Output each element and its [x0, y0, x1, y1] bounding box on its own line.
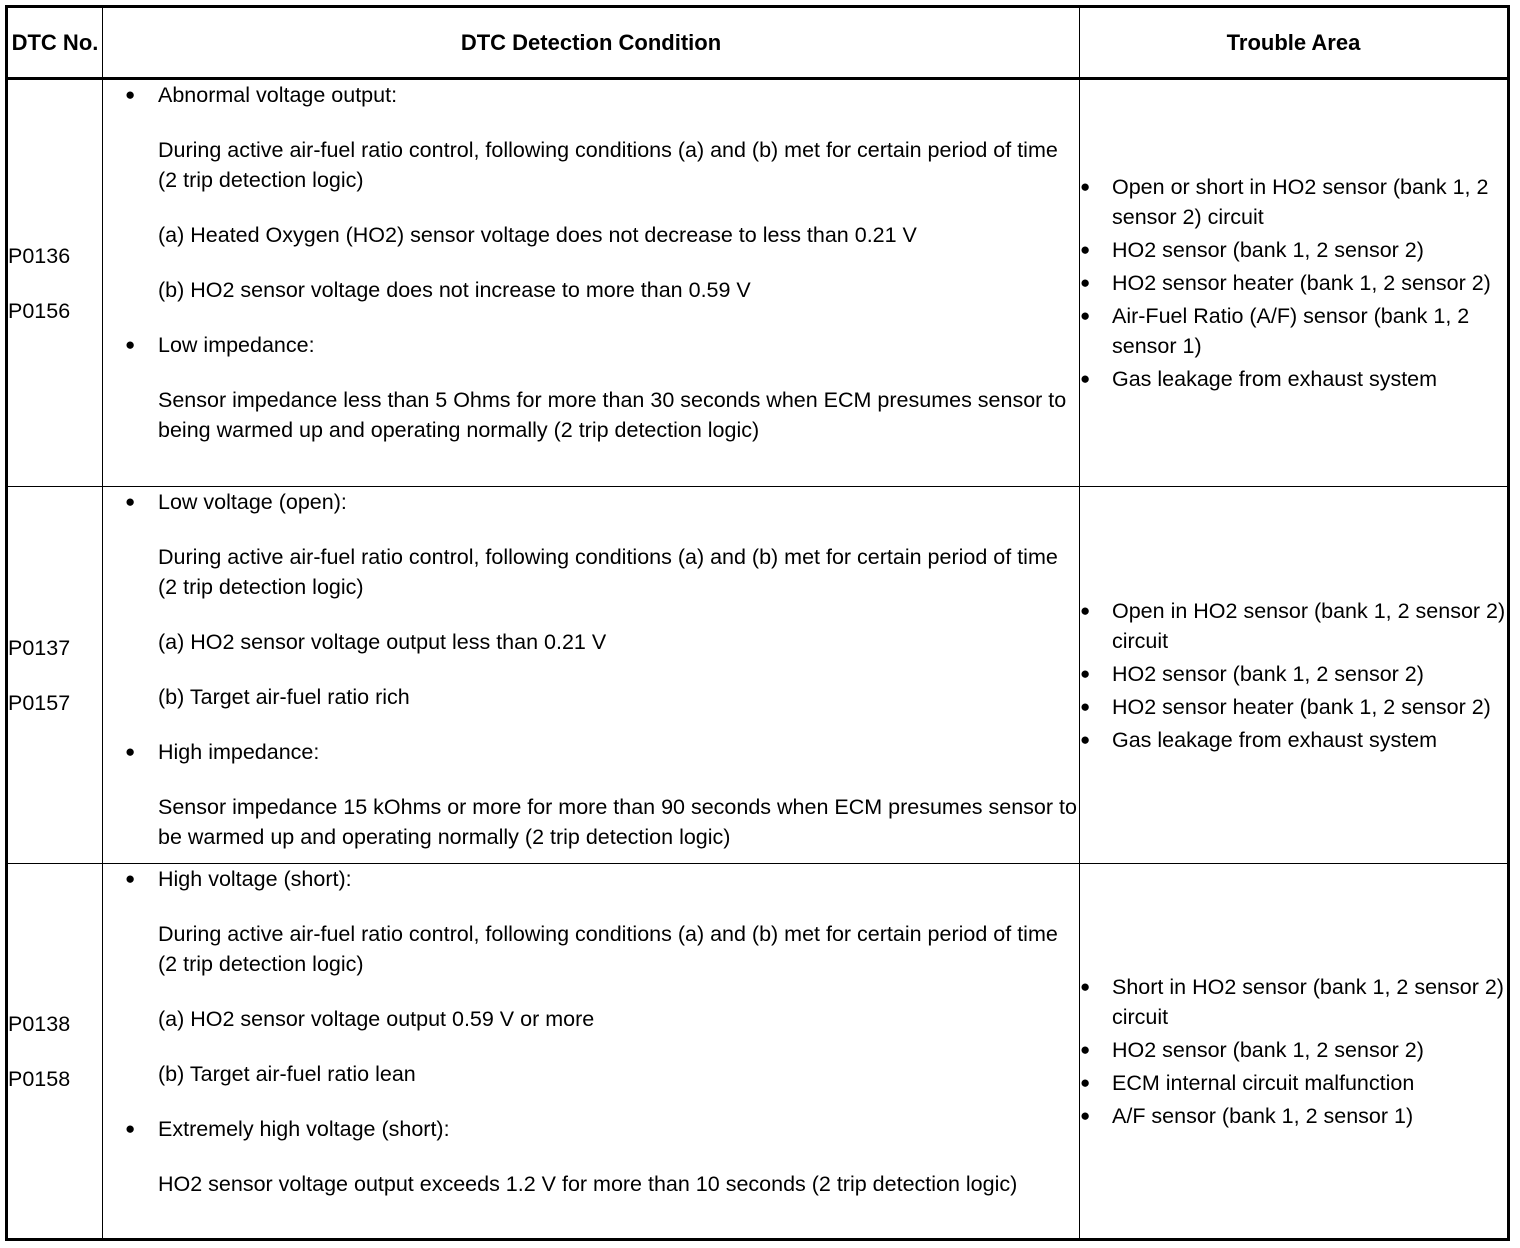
condition-text: Sensor impedance 15 kOhms or more for more than 90 seconds when ECM presumes sensor to be warmed up and operating normally (2 trip detection logic) — [158, 795, 1077, 849]
dtc-code: P0157 — [8, 690, 71, 715]
condition-text: (b) Target air-fuel ratio lean — [158, 1062, 416, 1086]
table-row — [7, 487, 1509, 864]
condition-text: During active air-fuel ratio control, following conditions (a) and (b) met for certain period of time (2 trip detection logic) — [158, 545, 1058, 599]
table-row — [7, 864, 1509, 1240]
condition-bullet: ● Low impedance: — [103, 330, 1079, 360]
trouble-area-cell — [1080, 864, 1509, 1240]
dtc-code: P0138 — [8, 1011, 71, 1036]
condition-text: During active air-fuel ratio control, following conditions (a) and (b) met for certain period of time (2 trip detection logic) — [158, 138, 1058, 192]
trouble-area-item: ● Open or short in HO2 sensor (bank 1, 2 sensor 2) circuit — [1080, 172, 1507, 232]
trouble-area-item: ● Gas leakage from exhaust system — [1080, 364, 1507, 394]
condition-text: HO2 sensor voltage output exceeds 1.2 V for more than 10 seconds (2 trip detection logic) — [158, 1172, 1018, 1196]
dtc-code: P0136 — [8, 243, 71, 268]
header-row — [7, 7, 1509, 79]
condition-text: During active air-fuel ratio control, following conditions (a) and (b) met for certain period of time (2 trip detection logic) — [158, 922, 1058, 976]
condition-text: (a) HO2 sensor voltage output 0.59 V or more — [158, 1007, 595, 1031]
condition-text: (b) Target air-fuel ratio rich — [158, 685, 410, 709]
trouble-area-item: ● HO2 sensor (bank 1, 2 sensor 2) — [1080, 659, 1507, 689]
trouble-area-cell — [1080, 79, 1509, 487]
trouble-area-item: ● Open in HO2 sensor (bank 1, 2 sensor 2) circuit — [1080, 596, 1507, 656]
dtc-code-cell — [7, 864, 103, 1240]
condition-text: (a) HO2 sensor voltage output less than 0.21 V — [158, 630, 607, 654]
trouble-area-item: ● ECM internal circuit malfunction — [1080, 1068, 1507, 1098]
condition-bullet: ● High impedance: — [103, 737, 1079, 767]
condition-bullet: ● Abnormal voltage output: — [103, 80, 1079, 110]
header-dtc-no: DTC No. — [7, 7, 103, 79]
dtc-table — [5, 5, 1510, 1241]
dtc-code-cell — [7, 79, 103, 487]
trouble-area-item: ● Gas leakage from exhaust system — [1080, 725, 1507, 755]
dtc-code: P0158 — [8, 1066, 71, 1091]
dtc-code: P0156 — [8, 298, 71, 323]
detection-condition-cell — [103, 864, 1080, 1240]
header-detection-condition: DTC Detection Condition — [103, 7, 1080, 79]
trouble-area-item: ● HO2 sensor (bank 1, 2 sensor 2) — [1080, 1035, 1507, 1065]
trouble-area-item: ● Air-Fuel Ratio (A/F) sensor (bank 1, 2 sensor 1) — [1080, 301, 1507, 361]
trouble-area-cell — [1080, 487, 1509, 864]
trouble-area-item: ● Short in HO2 sensor (bank 1, 2 sensor 2) circuit — [1080, 972, 1507, 1032]
condition-bullet: ● Low voltage (open): — [103, 487, 1079, 517]
condition-text: (b) HO2 sensor voltage does not increase to more than 0.59 V — [158, 278, 751, 302]
dtc-code-cell — [7, 487, 103, 864]
trouble-area-item: ● HO2 sensor heater (bank 1, 2 sensor 2) — [1080, 692, 1507, 722]
condition-bullet: ● High voltage (short): — [103, 864, 1079, 894]
condition-bullet: ● Extremely high voltage (short): — [103, 1114, 1079, 1144]
header-trouble-area: Trouble Area — [1080, 7, 1509, 79]
condition-text: (a) Heated Oxygen (HO2) sensor voltage does not decrease to less than 0.21 V — [158, 223, 917, 247]
trouble-area-item: ● HO2 sensor (bank 1, 2 sensor 2) — [1080, 235, 1507, 265]
detection-condition-cell — [103, 487, 1080, 864]
trouble-area-item: ● A/F sensor (bank 1, 2 sensor 1) — [1080, 1101, 1507, 1131]
trouble-area-item: ● HO2 sensor heater (bank 1, 2 sensor 2) — [1080, 268, 1507, 298]
dtc-code: P0137 — [8, 635, 71, 660]
table-row — [7, 79, 1509, 487]
condition-text: Sensor impedance less than 5 Ohms for more than 30 seconds when ECM presumes sensor to being warmed up and operating normally (2 trip detection logic) — [158, 388, 1067, 442]
detection-condition-cell — [103, 79, 1080, 487]
